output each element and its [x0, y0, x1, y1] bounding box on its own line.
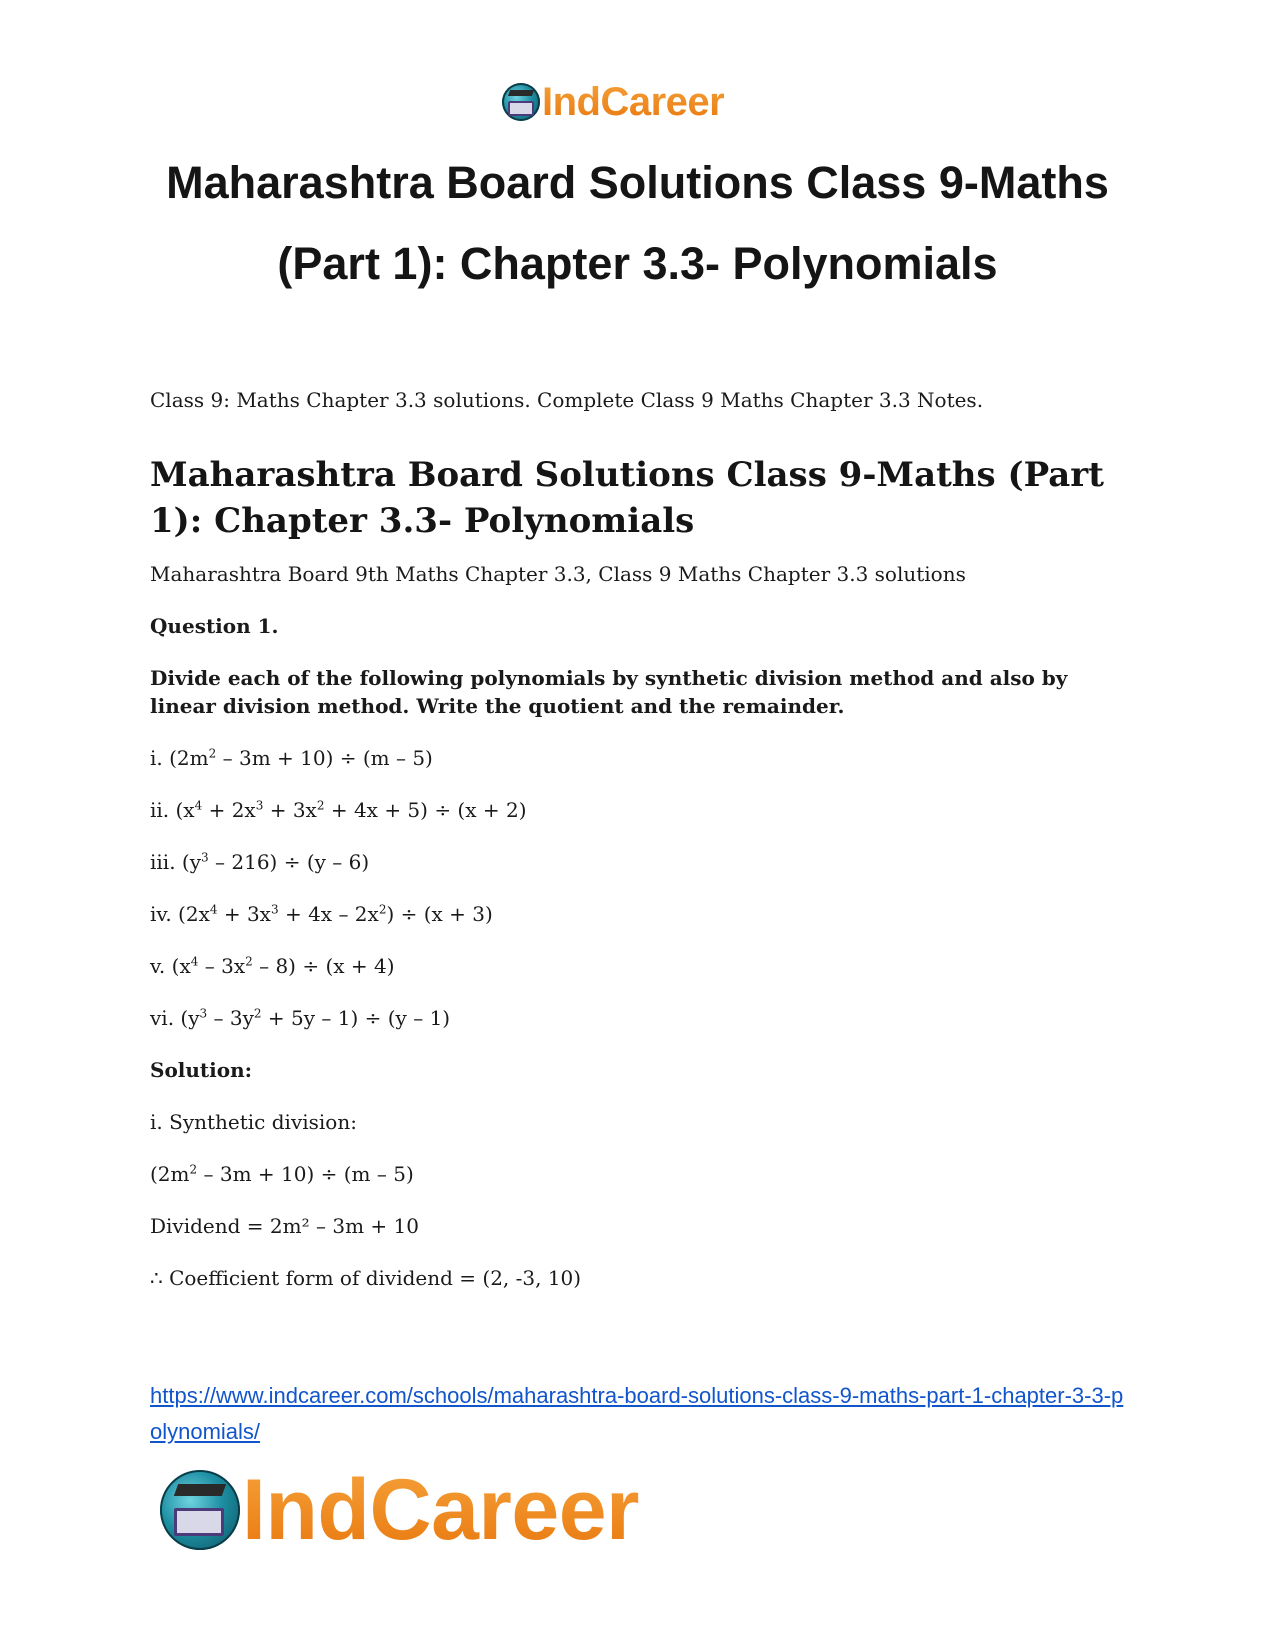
solution-line-2: $(2m^2 - 3m + 10) \div (m - 5)$	[150, 1162, 414, 1186]
solution-line-4: ∴ Coefficient form of dividend = (2, -3, 10)	[150, 1266, 582, 1290]
solution-line-3: Dividend = 2m² – 3m + 10	[150, 1214, 419, 1238]
question-item-iv: iv. $(2x^4 + 3x^3 + 4x - 2x^2) \div (x + 3)$	[150, 902, 493, 926]
footer-logo	[160, 1462, 639, 1558]
question-item-v: v. $(x^4 - 3x^2 - 8) \div (x + 4)$	[150, 954, 395, 978]
question-label: Question 1.	[150, 614, 279, 638]
subtitle-text: Maharashtra Board 9th Maths Chapter 3.3, Class 9 Maths Chapter 3.3 solutions	[150, 562, 966, 586]
section-heading: Maharashtra Board Solutions Class 9-Maths (Part 1): Chapter 3.3- Polynomials	[150, 455, 1104, 541]
question-text: Divide each of the following polynomials by synthetic division method and also by linear division method. Write the quotient and the remainder.	[150, 666, 1068, 718]
graduation-cap-icon	[508, 90, 534, 96]
book-icon	[508, 101, 534, 116]
content-body	[150, 560, 1130, 1316]
page-title-line-2: (Part 1): Chapter 3.3- Polynomials	[277, 238, 998, 289]
globe-book-icon	[160, 1470, 240, 1550]
logo-text: IndCareer	[242, 1462, 639, 1558]
intro-text: Class 9: Maths Chapter 3.3 solutions. Complete Class 9 Maths Chapter 3.3 Notes.	[150, 388, 984, 412]
globe-book-icon	[502, 83, 540, 121]
question-item-ii: ii. $(x^4 + 2x^3 + 3x^2 + 4x + 5) \div (x + 2)$	[150, 798, 527, 822]
question-item-iii: iii. $(y^3 - 216) \div (y - 6)$	[150, 850, 370, 874]
solution-label: Solution:	[150, 1058, 253, 1082]
logo-text: IndCareer	[542, 80, 725, 124]
page-title-line-1: Maharashtra Board Solutions Class 9-Maths	[166, 157, 1109, 208]
graduation-cap-icon	[174, 1484, 226, 1496]
header-logo	[502, 80, 724, 124]
page-title	[100, 142, 1175, 304]
book-icon	[174, 1508, 224, 1536]
solution-line-1: i. Synthetic division:	[150, 1110, 357, 1134]
question-item-vi: vi. $(y^3 - 3y^2 + 5y - 1) \div (y - 1)$	[150, 1006, 451, 1030]
question-item-i: i. $(2m^2 - 3m + 10) \div (m - 5)$	[150, 746, 433, 770]
source-link[interactable]: https://www.indcareer.com/schools/maharashtra-board-solutions-class-9-maths-part-1-chapter-3-3-polynomials/	[150, 1383, 1124, 1444]
